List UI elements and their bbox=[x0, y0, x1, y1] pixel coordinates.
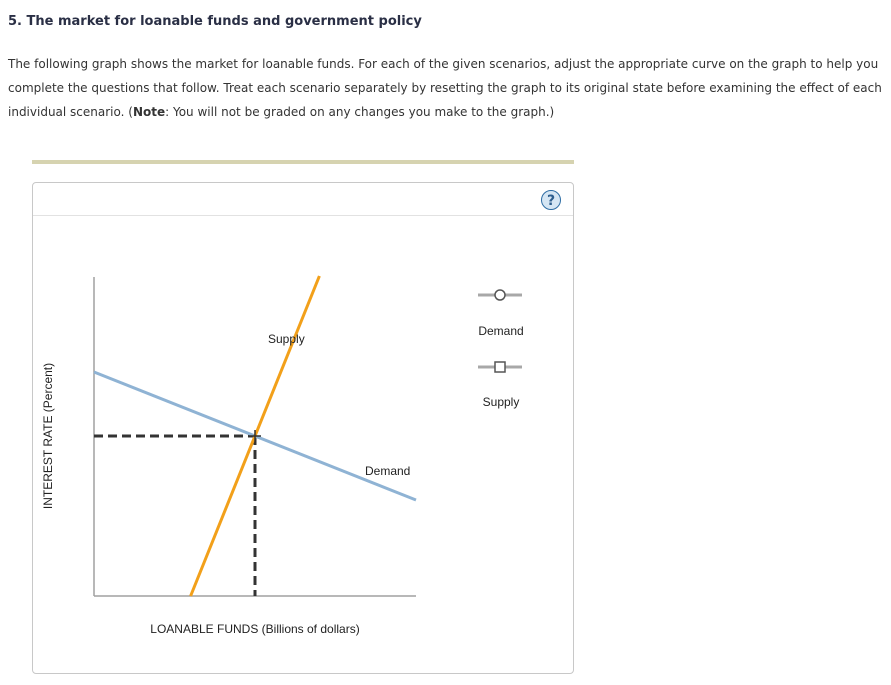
equilibrium-point[interactable] bbox=[249, 430, 261, 442]
note-text: : You will not be graded on any changes you make to the graph.) bbox=[165, 105, 555, 119]
palette-demand-tool[interactable] bbox=[478, 290, 522, 300]
palette-supply-label: Supply bbox=[482, 395, 520, 409]
intro-text: The following graph shows the market for loanable funds. For each of the given scenarios, adjust the appropriate curve on the graph to help you complete the questions that follow. Treat each scenario separately by resetting the graph to its original state before examining the effect of each individual scenario. ( bbox=[8, 57, 882, 119]
demand-curve-label: Demand bbox=[365, 464, 411, 478]
question-title: 5. The market for loanable funds and government policy bbox=[8, 14, 422, 29]
palette-demand-label: Demand bbox=[478, 324, 524, 338]
palette-supply-tool[interactable] bbox=[478, 362, 522, 372]
x-axis-label: LOANABLE FUNDS (Billions of dollars) bbox=[150, 622, 360, 636]
y-axis-label: INTEREST RATE (Percent) bbox=[41, 362, 55, 510]
supply-curve-label: Supply bbox=[268, 332, 305, 346]
help-icon[interactable]: ? bbox=[541, 190, 561, 210]
note-label: Note bbox=[132, 105, 166, 119]
